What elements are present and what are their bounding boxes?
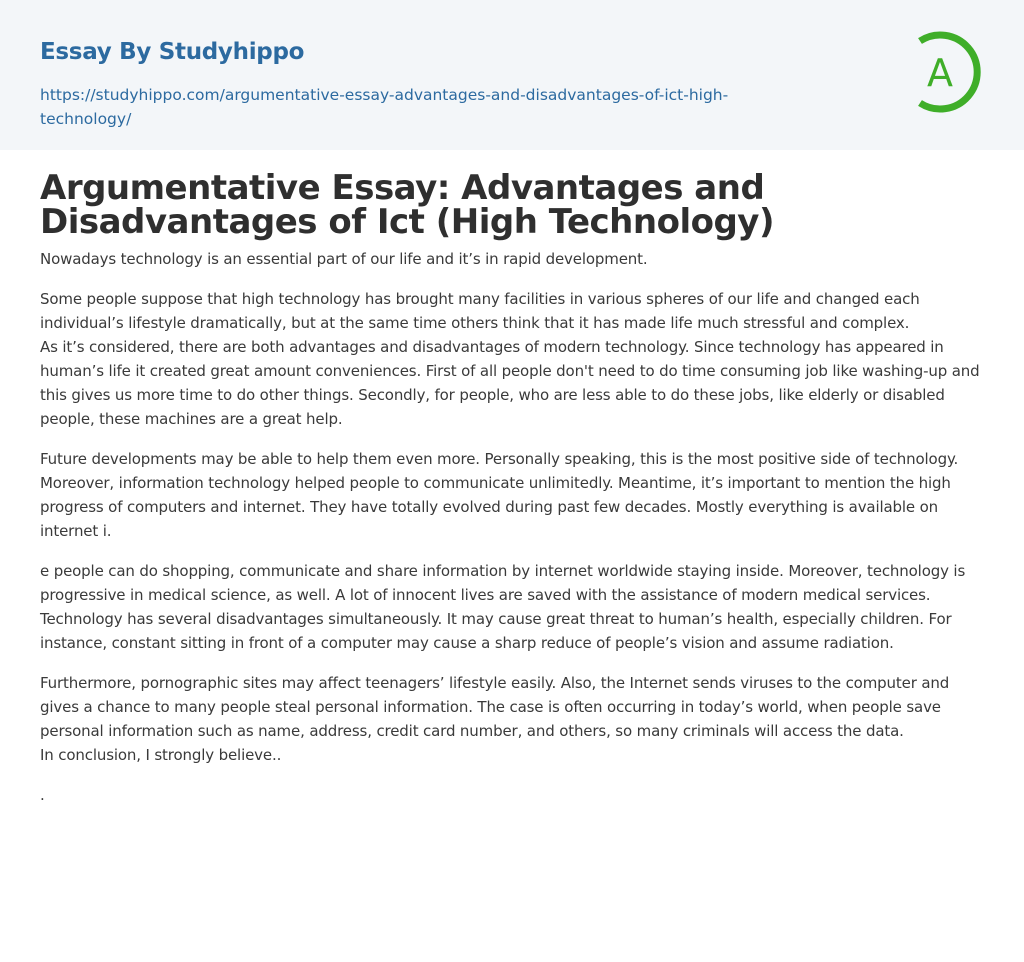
essay-paragraph: Nowadays technology is an essential part of our life and it’s in rapid development. [40, 250, 648, 268]
page-header [0, 0, 1024, 150]
essay-paragraph: Some people suppose that high technology has brought many facilities in various spheres of our life and changed each individual’s lifestyle dramatically, but at the same time others think that it has made life much stressful and complex. [40, 290, 920, 332]
essay-paragraph: Furthermore, pornographic sites may affect teenagers’ lifestyle easily. Also, the Internet sends viruses to the computer and gives a chance to many people steal personal information. The case is often occurring in today’s world, when people save personal information such as name, address, credit card number, and others, so many criminals will access the data. [40, 674, 950, 740]
studyhippo-logo-icon[interactable] [906, 28, 990, 116]
essay-paragraph: . [40, 786, 45, 804]
essay-paragraph: e people can do shopping, communicate and share information by internet worldwide staying inside. Moreover, technology is progressive in medical science, as well. A lot of innocent lives are saved with the assistance of modern medical services. [40, 562, 966, 604]
essay-paragraph: Future developments may be able to help them even more. Personally speaking, this is the most positive side of technology. Moreover, information technology helped people to communicate unlimitedly. Meantime, it’s important to mention the high progress of computers and internet. They have totally evolved during past few decades. Mostly everything is available on internet i. [40, 450, 959, 540]
essay-paragraph: As it’s considered, there are both advantages and disadvantages of modern technology. Since technology has appeared in human’s life it created great amount conveniences. First of all people don't need to do time consuming job like washing-up and this gives us more time to do other things. Secondly, for people, who are less able to do these jobs, like elderly or disabled people, these machines are a great help. [40, 338, 980, 428]
logo-letter: A [927, 51, 953, 95]
source-url-link[interactable]: https://studyhippo.com/argumentative-essay-advantages-and-disadvantages-of-ict-high-technology/ [40, 86, 729, 128]
essay-body [40, 247, 984, 807]
essay-paragraph: In conclusion, I strongly believe.. [40, 746, 282, 764]
essay-paragraph: Technology has several disadvantages simultaneously. It may cause great threat to human’s health, especially children. For instance, constant sitting in front of a computer may cause a sharp reduce of people’s vision and assume radiation. [40, 610, 952, 652]
site-brand-title[interactable]: Essay By Studyhippo [40, 39, 305, 65]
essay-title: Argumentative Essay: Advantages and Disadvantages of Ict (High Technology) [40, 168, 774, 242]
